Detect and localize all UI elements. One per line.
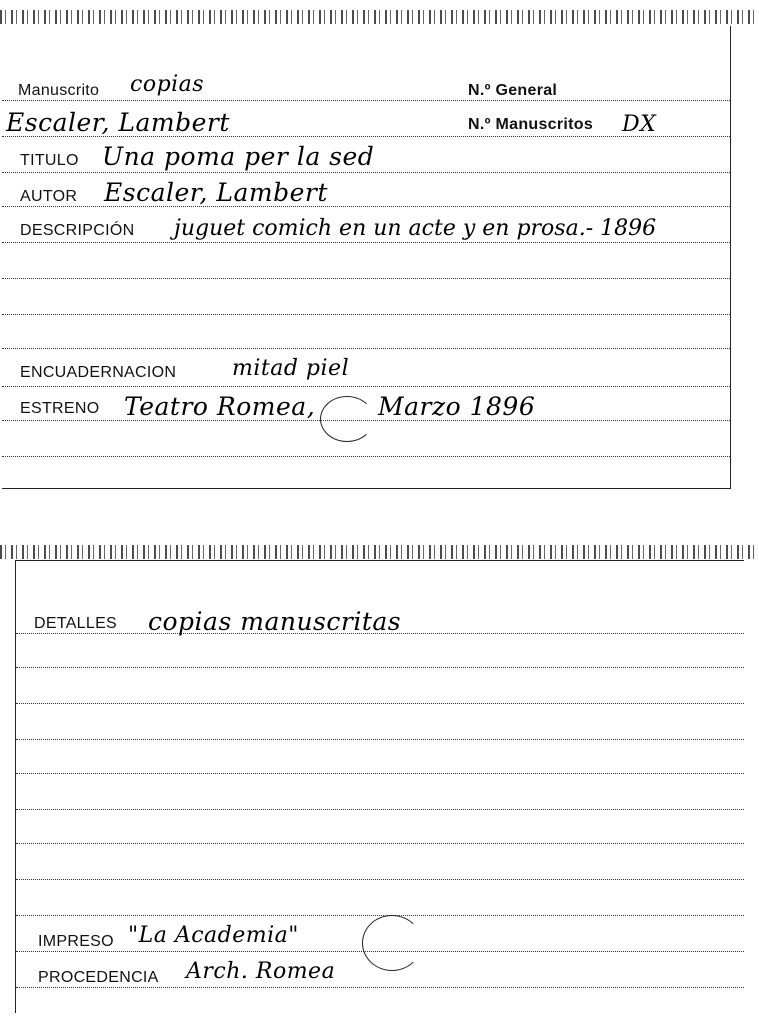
ruled-line xyxy=(2,314,730,315)
catalog-card-front xyxy=(2,26,731,489)
stamp-circle xyxy=(320,396,374,442)
procedencia-value: Arch. Romea xyxy=(186,959,336,984)
procedencia-label: PROCEDENCIA xyxy=(38,969,159,986)
ruled-line xyxy=(16,843,744,844)
manuscritos-number-label: N.º Manuscritos xyxy=(468,116,594,133)
autor-value: Escaler, Lambert xyxy=(104,178,328,207)
detalles-label: DETALLES xyxy=(34,615,118,632)
impreso-label: IMPRESO xyxy=(38,933,114,950)
estreno-theatre-value: Teatro Romea, xyxy=(124,392,316,421)
detalles-value: copias manuscritas xyxy=(148,607,402,636)
ruled-line xyxy=(2,456,730,457)
catalog-card-back xyxy=(15,560,744,1013)
ruled-line xyxy=(16,879,744,880)
estreno-label: ESTRENO xyxy=(20,400,100,417)
ruled-line xyxy=(2,348,730,349)
ruled-line xyxy=(16,915,744,916)
ruled-line xyxy=(16,773,744,774)
impreso-value: "La Academia" xyxy=(128,923,299,948)
manuscrito-value: copias xyxy=(130,72,205,97)
manuscritos-number-value: DX xyxy=(622,112,657,137)
ruled-line xyxy=(2,242,730,243)
descripcion-label: DESCRIPCIÓN xyxy=(20,222,135,239)
autor-label: AUTOR xyxy=(20,188,78,205)
encuadernacion-label: ENCUADERNACION xyxy=(20,364,177,381)
ruled-line xyxy=(2,172,730,173)
ruled-line xyxy=(16,667,744,668)
descripcion-value: juguet comich en un acte y en prosa.- 1896 xyxy=(174,216,657,241)
ruled-line xyxy=(16,739,744,740)
ruled-line xyxy=(16,703,744,704)
stamp-circle xyxy=(362,915,422,971)
general-number-label: N.º General xyxy=(468,82,558,99)
titulo-label: TITULO xyxy=(20,152,79,169)
card-top-edge xyxy=(0,10,759,24)
ruled-line xyxy=(2,386,730,387)
card-back-top-edge xyxy=(0,545,759,559)
ruled-line xyxy=(16,809,744,810)
titulo-value: Una poma per la sed xyxy=(102,142,375,171)
ruled-line xyxy=(2,278,730,279)
ruled-line xyxy=(16,987,744,988)
manuscrito-label: Manuscrito xyxy=(18,82,100,99)
ruled-line xyxy=(2,100,730,101)
author-heading: Escaler, Lambert xyxy=(6,108,230,137)
estreno-date-value: Marzo 1896 xyxy=(378,392,536,421)
encuadernacion-value: mitad piel xyxy=(232,356,350,381)
